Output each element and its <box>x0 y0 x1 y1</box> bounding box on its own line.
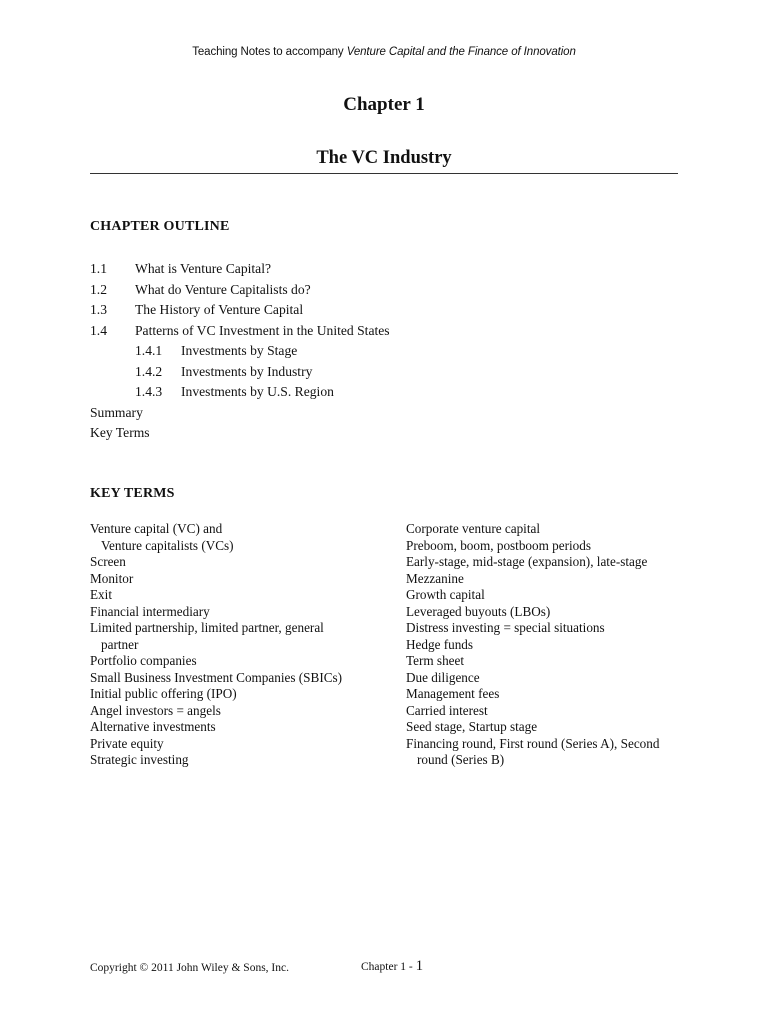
key-term: Growth capital <box>406 587 485 602</box>
outline-item-text: What do Venture Capitalists do? <box>135 281 311 297</box>
outline-item-text: Patterns of VC Investment in the United States <box>135 322 390 338</box>
outline-item-text: The History of Venture Capital <box>135 302 304 317</box>
key-term: Due diligence <box>406 669 480 685</box>
key-term: Early-stage, mid-stage (expansion), late-stage <box>406 554 648 569</box>
outline-item-text: Investments by Industry <box>181 363 313 379</box>
outline-item-text: Key Terms <box>90 425 150 440</box>
key-term: Venture capital (VC) and <box>90 521 223 536</box>
key-term: Leveraged buyouts (LBOs) <box>406 603 551 619</box>
key-term-continuation: Venture capitalists (VCs) <box>101 537 234 553</box>
key-term: Seed stage, Startup stage <box>406 719 538 734</box>
outline-item-number: 1.4 <box>90 322 107 338</box>
key-term: Management fees <box>406 686 500 701</box>
key-term: Limited partnership, limited partner, general <box>90 620 324 635</box>
page-footer <box>361 958 423 975</box>
key-terms-right-column <box>406 521 659 769</box>
page-number: 1 <box>415 958 424 974</box>
key-term-continuation: round (Series B) <box>417 752 505 767</box>
key-term: Preboom, boom, postboom periods <box>406 537 591 553</box>
key-term: Distress investing = special situations <box>406 620 605 635</box>
chapter-number: Chapter 1 <box>343 94 425 115</box>
key-term: Portfolio companies <box>90 653 197 668</box>
outline-item-number: 1.2 <box>90 281 107 297</box>
outline-item-number: 1.1 <box>90 261 107 276</box>
outline-item-number: 1.4.1 <box>135 343 163 358</box>
key-term: Strategic investing <box>90 752 189 767</box>
key-term: Alternative investments <box>90 719 216 734</box>
footer-chapter-label: Chapter 1 - <box>361 961 416 973</box>
header-prefix: Teaching Notes to accompany <box>192 46 347 58</box>
outline-item-number: 1.4.2 <box>135 363 163 379</box>
key-term: Initial public offering (IPO) <box>90 686 237 701</box>
copyright-notice: Copyright © 2011 John Wiley & Sons, Inc. <box>90 962 289 974</box>
key-term: Screen <box>90 554 126 569</box>
outline-item-number: 1.3 <box>90 302 107 317</box>
outline-item-text: What is Venture Capital? <box>135 261 272 276</box>
key-term: Carried interest <box>406 702 488 718</box>
title-rule <box>90 173 678 174</box>
key-term-continuation: partner <box>101 636 139 652</box>
key-term: Financing round, First round (Series A), Second <box>406 735 660 751</box>
outline-item-text: Investments by U.S. Region <box>181 384 334 399</box>
key-term: Small Business Investment Companies (SBICs) <box>90 669 343 685</box>
outline-item-text: Investments by Stage <box>181 343 298 358</box>
key-term: Exit <box>90 587 112 602</box>
outline-item-number: 1.4.3 <box>135 384 163 399</box>
key-term: Mezzanine <box>406 570 464 586</box>
key-term: Hedge funds <box>406 636 474 652</box>
chapter-title: The VC Industry <box>316 148 452 168</box>
key-term: Angel investors = angels <box>90 702 221 718</box>
key-term: Term sheet <box>406 653 465 668</box>
key-term: Private equity <box>90 735 164 751</box>
key-term: Financial intermediary <box>90 603 210 619</box>
running-header <box>0 46 768 58</box>
key-term: Monitor <box>90 570 134 586</box>
key-terms-heading: KEY TERMS <box>90 486 175 501</box>
outline-heading: CHAPTER OUTLINE <box>90 219 230 234</box>
key-terms-left-column <box>90 521 342 769</box>
header-book-title: Venture Capital and the Finance of Innovation <box>346 46 576 58</box>
outline-item-text: Summary <box>90 404 143 420</box>
key-term: Corporate venture capital <box>406 521 541 536</box>
